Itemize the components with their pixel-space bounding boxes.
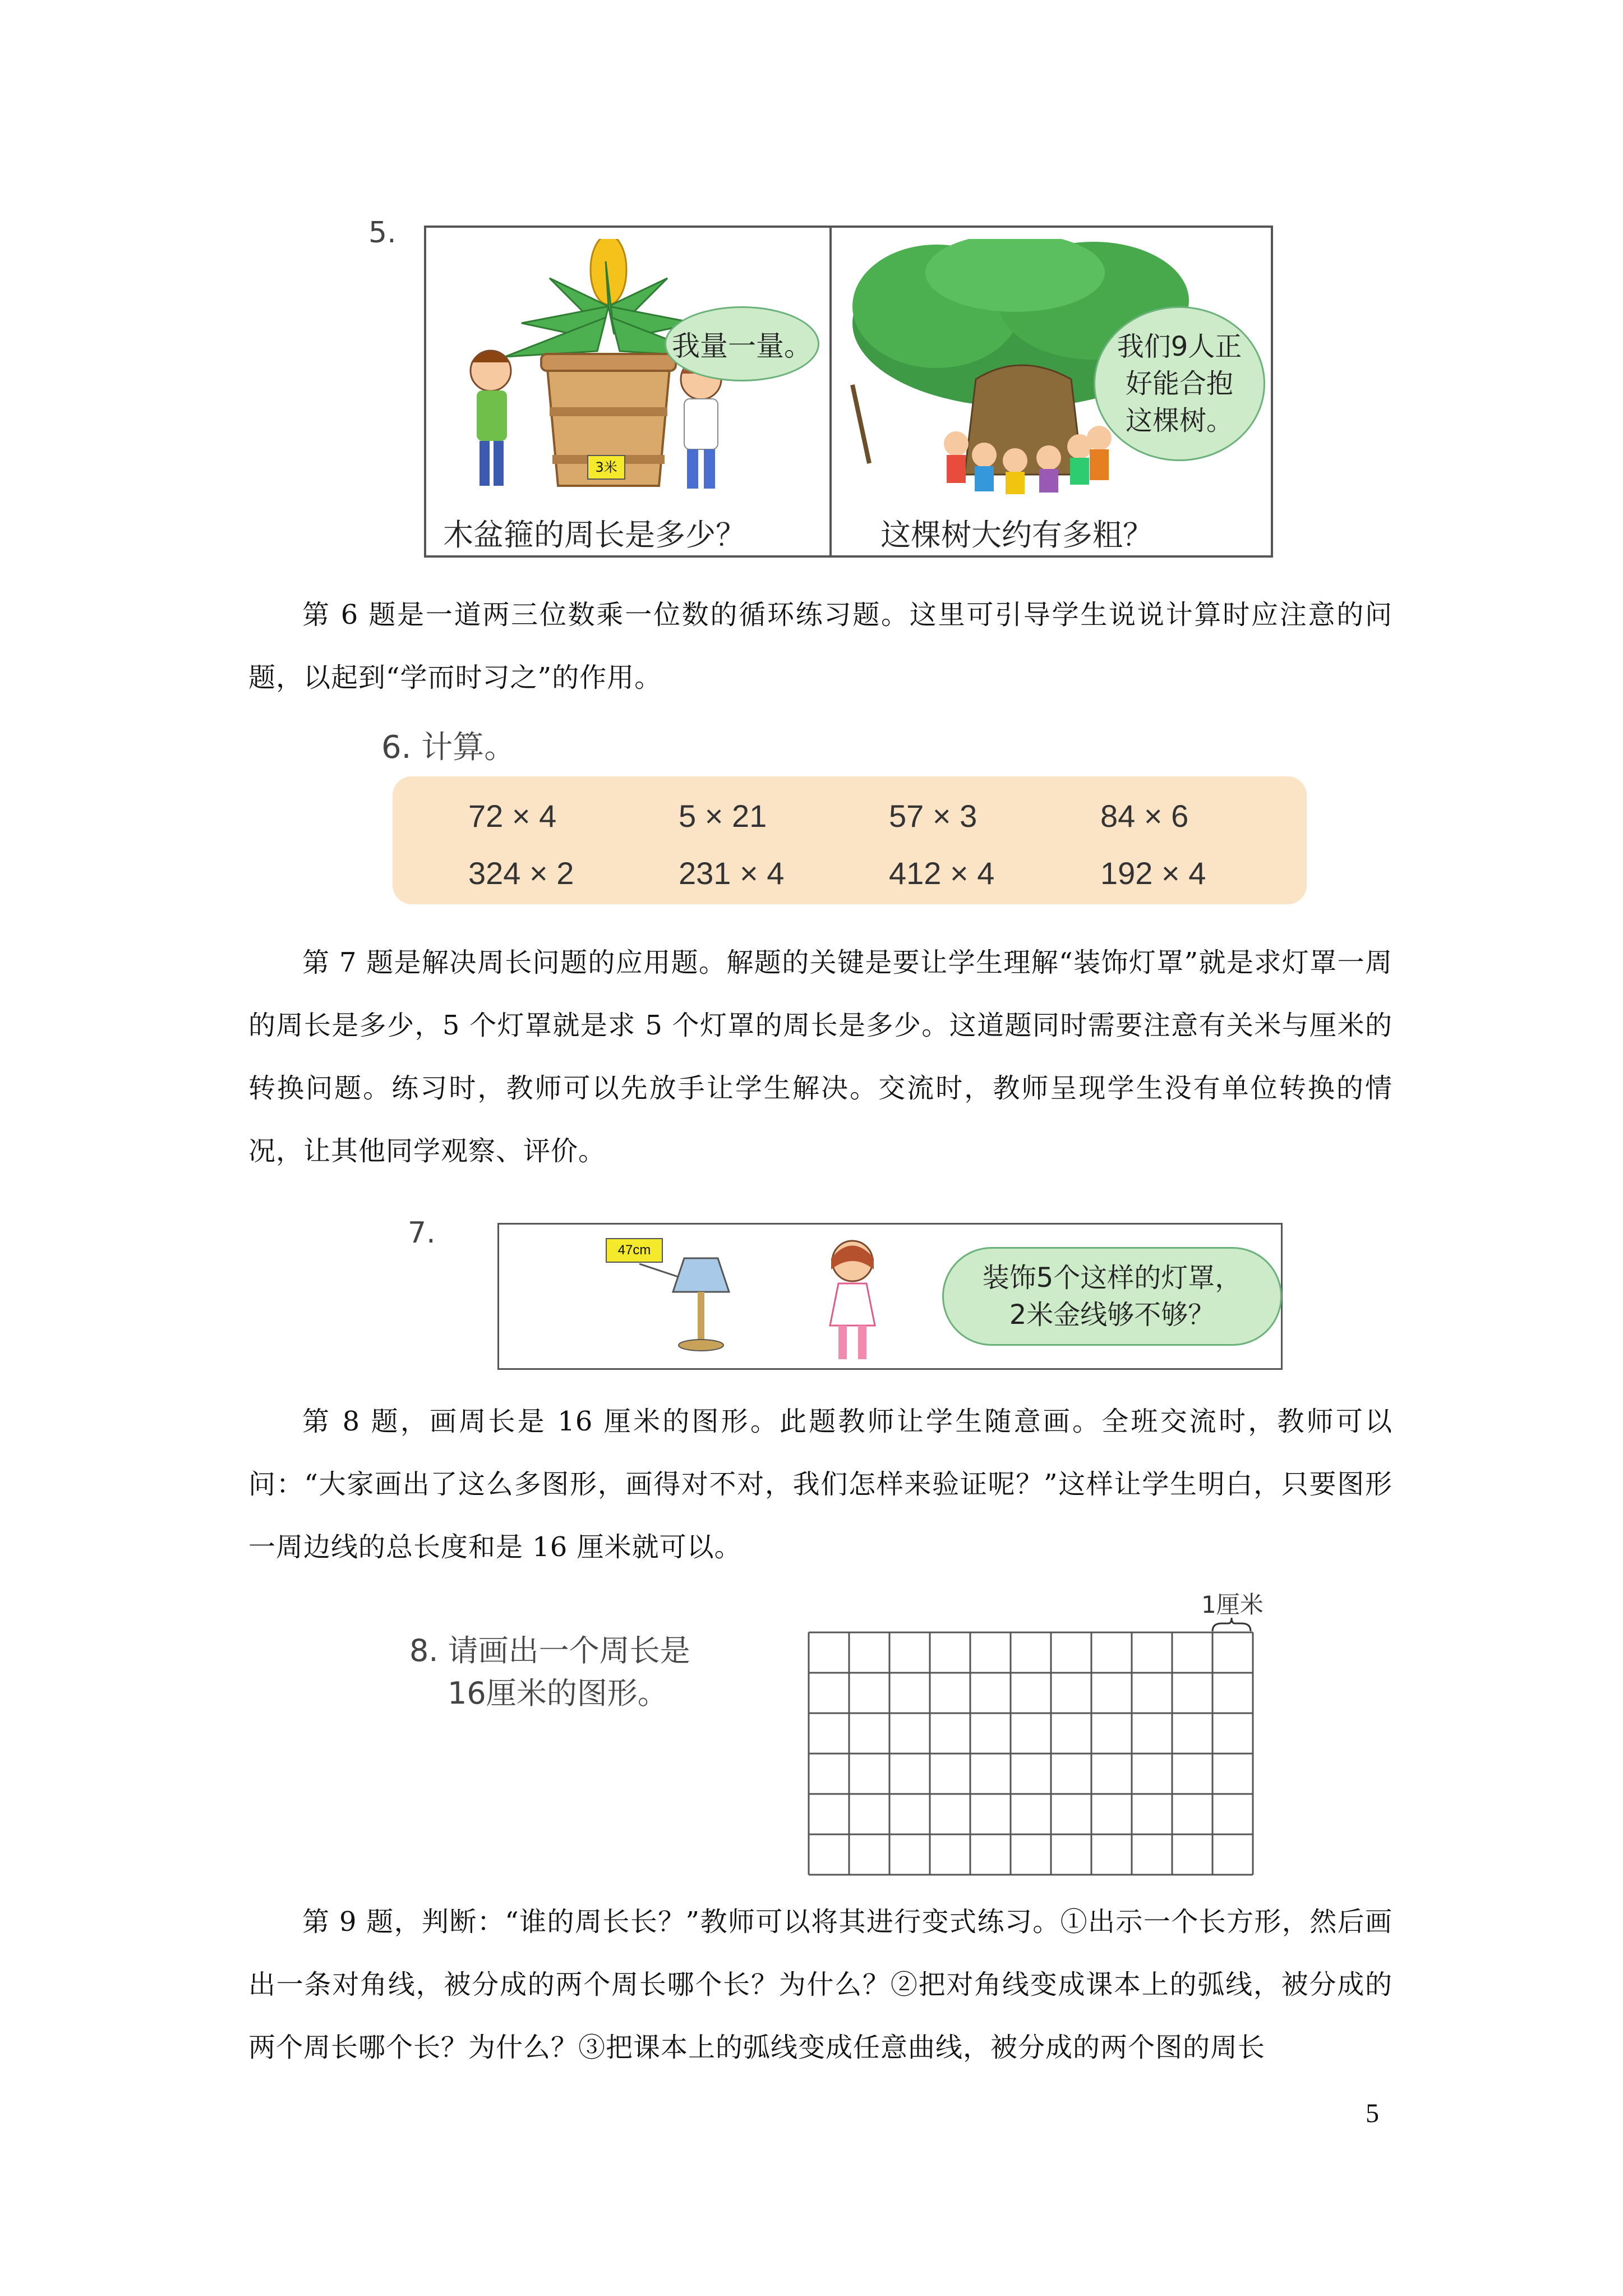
calc-item: 412 × 4 bbox=[889, 855, 995, 891]
question-7-illustration bbox=[497, 1223, 1283, 1370]
calc-item: 231 × 4 bbox=[679, 855, 785, 891]
measure-tape-tag: 3米 bbox=[587, 455, 625, 480]
tree-bubble-line-3: 这棵树。 bbox=[1125, 405, 1233, 436]
lamp-bubble-line-2: 2米金线够不够？ bbox=[1009, 1299, 1215, 1331]
speech-bubble-measure: 我量一量。 bbox=[665, 306, 819, 381]
drawing-grid[interactable] bbox=[808, 1631, 1256, 1878]
calc-item: 57 × 3 bbox=[889, 798, 978, 834]
calc-item: 5 × 21 bbox=[679, 798, 767, 834]
question-8-line-2: 16厘米的图形。 bbox=[448, 1676, 668, 1711]
speech-bubble-lampshade bbox=[942, 1247, 1282, 1346]
lamp-bubble-line-1: 装饰5个这样的灯罩， bbox=[982, 1262, 1242, 1294]
length-tag: 47cm bbox=[606, 1238, 663, 1263]
speech-bubble-tree bbox=[1094, 306, 1265, 461]
lamp-illustration bbox=[639, 1247, 763, 1359]
tree-bubble-line-2: 好能合抱 bbox=[1125, 368, 1233, 399]
paragraph-q9-intro: 第 9 题，判断：“谁的周长长？”教师可以将其进行变式练习。①出示一个长方形，然后画出一条对角线，被分成的两个周长哪个长？为什么？②把对角线变成课本上的弧线，被分成的两个周长哪个长？为什么？③把课本上的弧线变成任意曲线，被分成的两个图的周长 bbox=[248, 1906, 1393, 2063]
question-5-right-caption: 这棵树大约有多粗？ bbox=[880, 517, 1153, 553]
girl-illustration bbox=[813, 1236, 892, 1365]
calc-item: 324 × 2 bbox=[468, 855, 574, 891]
calc-item: 72 × 4 bbox=[468, 798, 557, 834]
question-5-illustration bbox=[424, 226, 1273, 558]
question-8-prompt bbox=[409, 1630, 690, 1715]
calc-item: 84 × 6 bbox=[1100, 798, 1189, 834]
unit-brace bbox=[1211, 1616, 1252, 1632]
question-5-left-caption: 木盆箍的周长是多少？ bbox=[443, 517, 746, 553]
unit-label: 1厘米 bbox=[1201, 1591, 1264, 1618]
tree-bubble-line-1: 我们9人正 bbox=[1117, 331, 1242, 362]
page-number: 5 bbox=[1366, 2099, 1379, 2128]
question-7-number: 7. bbox=[408, 1216, 436, 1250]
calc-item: 192 × 4 bbox=[1100, 855, 1206, 891]
paragraph-q6-intro: 第 6 题是一道两三位数乘一位数的循环练习题。这里可引导学生说说计算时应注意的问题，以起到“学而时习之”的作用。 bbox=[248, 599, 1393, 693]
calculation-box bbox=[393, 776, 1307, 904]
question-5-number: 5. bbox=[368, 216, 396, 250]
paragraph-q8-intro: 第 8 题，画周长是 16 厘米的图形。此题教师让学生随意画。全班交流时，教师可以问：“大家画出了这么多图形，画得对不对，我们怎样来验证呢？”这样让学生明白，只要图形一周边线的总长度和是 16 厘米就可以。 bbox=[248, 1406, 1393, 1563]
question-8-line-1: 8. 请画出一个周长是 bbox=[409, 1633, 690, 1668]
question-6-title: 6. 计算。 bbox=[381, 729, 516, 766]
paragraph-q7-intro: 第 7 题是解决周长问题的应用题。解题的关键是要让学生理解“装饰灯罩”就是求灯罩一周的周长是多少，5 个灯罩就是求 5 个灯罩的周长是多少。这道题同时需要注意有关米与厘米的转换问题。练习时，教师可以先放手让学生解决。交流时，教师呈现学生没有单位转换的情况，让其他同学观察、评价。 bbox=[248, 947, 1393, 1167]
